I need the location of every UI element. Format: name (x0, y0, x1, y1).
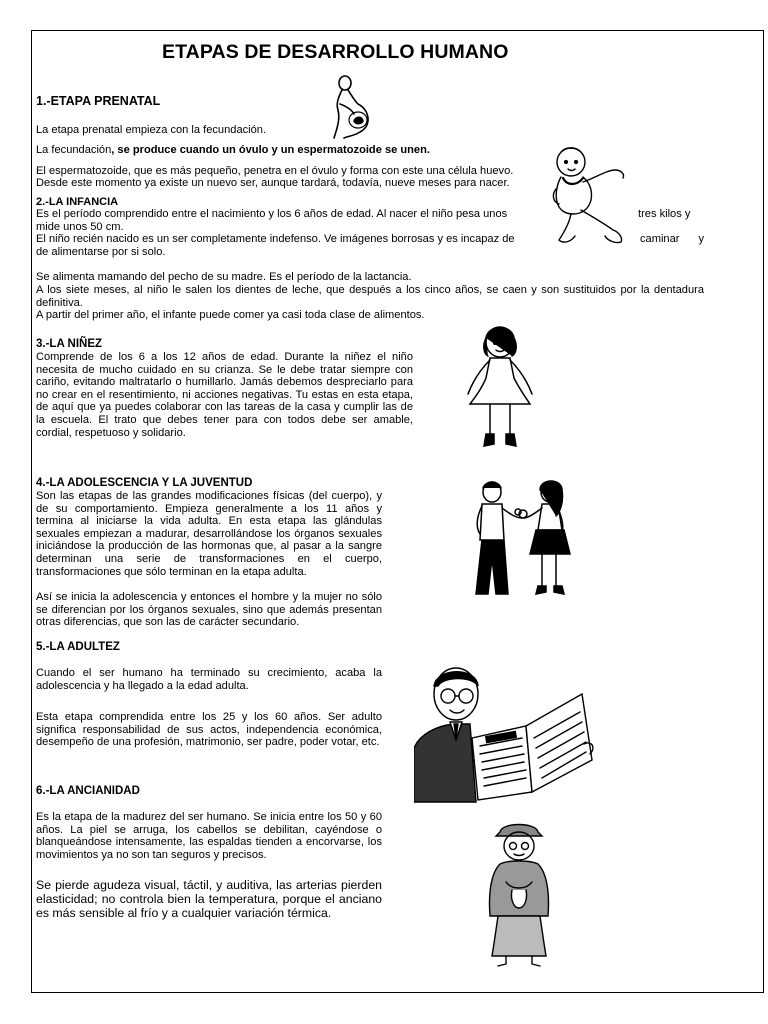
fecundacion-rest: , se produce cuando un óvulo y un espermatozoide se unen. (111, 144, 430, 156)
adolescencia-p2: Así se inicia la adolescencia y entonces el hombre y la mujer no sólo se diferencian por los órganos sexuales, sino que además presentan otras diferencias, que son las de carácter secundario. (36, 591, 382, 629)
ninez-p3: Tu estas en esta etapa, de aquí que ya puedes colaborar con las tareas de la casa y cumplir las de la escuela. El trato que debes tener para con todos debe ser amable, cordial, respetuoso y solidario. (36, 388, 414, 439)
ancianidad-p2: Se pierde agudeza visual, táctil, y auditiva, las arterias pierden elasticidad; no controla bien la temperatura, porque el anciano es más sensible al frío y a cualquier variación térmica. (36, 878, 382, 920)
infancia-line3-end: caminar y (640, 233, 704, 245)
ancianidad-p1: Es la etapa de la madurez del ser humano. Se inicia entre los 50 y 60 años. La piel se arruga, los cabellos se debilitan, cayéndose o blanqueándose intensamente, las espaldas tienden a encorvarse, los movimientos ya no son tan seguros y precisos. (36, 811, 382, 861)
infancia-line1-end (638, 208, 704, 221)
heading-ninez: 3.-LA NIÑEZ (36, 338, 103, 350)
fecundacion-text: La fecundación (36, 144, 112, 156)
prenatal-p2 (36, 144, 430, 157)
ninez-body (36, 351, 413, 439)
infancia-p7: A partir del primer año, el infante puede comer ya casi toda clase de alimentos. (36, 309, 425, 321)
infancia-p6: A los siete meses, al niño le salen los dientes de leche, que después a los cinco años, se caen y son sustituidos por la dentadura definitiva. (36, 284, 704, 309)
heading-ancianidad: 6.-LA ANCIANIDAD (36, 785, 140, 797)
adolescencia-p1: Son las etapas de las grandes modificaciones físicas (del cuerpo), y de su comportamiento. Empieza generalmente a los 11 años y termina al iniciarse la vida adulta. En esta etapa las glándulas sexuales empiezan a madurar, desarrollándose los órganos sexuales iniciándose la producción de las hormonas que, al pasar a la sangre determinan una serie de transformaciones en el cuerpo, transformaciones que sólo terminan en la etapa adulta. (36, 490, 382, 578)
man-reading-newspaper-illustration (414, 664, 598, 804)
pregnant-woman-illustration (318, 74, 378, 142)
infancia-line1-end-text: tres kilos y (638, 208, 691, 220)
prenatal-p3: El espermatozoide, que es más pequeño, penetra en el óvulo y forma con este una célula huevo. (36, 165, 514, 177)
infancia-line4: de alimentarse por si solo. (36, 246, 166, 258)
heading-prenatal: 1.-ETAPA PRENATAL (36, 94, 161, 108)
girl-illustration (460, 322, 540, 462)
prenatal-p1: La etapa prenatal empieza con la fecundación. (36, 124, 267, 136)
heading-infancia: 2.-LA INFANCIA (36, 196, 119, 208)
infancia-p5: Se alimenta mamando del pecho de su madre. Es el período de la lactancia. (36, 271, 412, 283)
infancia-line1: Es el período comprendido entre el nacimiento y los 6 años de edad. Al nacer el niño pesa unos (36, 208, 508, 220)
page-title: ETAPAS DE DESARROLLO HUMANO (162, 41, 509, 63)
adultez-p2: Esta etapa comprendida entre los 25 y los 60 años. Ser adulto significa responsabilidad de sus actos, independencia económica, desempeño de una profesión, matrimonio, ser padre, poder votar, etc. (36, 711, 382, 749)
heading-adultez: 5.-LA ADULTEZ (36, 641, 120, 653)
adultez-p1: Cuando el ser humano ha terminado su crecimiento, acaba la adolescencia y ha llegado a la edad adulta. (36, 667, 382, 692)
infancia-line3: El niño recién nacido es un ser completamente indefenso. Ve imágenes borrosas y es incapaz de (36, 233, 515, 245)
baby-illustration (551, 144, 633, 248)
teen-couple-illustration (470, 478, 582, 608)
prenatal-p4: Desde este momento ya existe un nuevo ser, aunque tardará, todavía, nueve meses para nacer. (36, 177, 510, 189)
ninez-p2: Se le debe tratar siempre con cariño, evitando maltratarlo o humillarlo. Jamás debemos despreciarlo para no crear en el resentimiento, ni acciones negativas. (36, 363, 414, 401)
elderly-woman-illustration (478, 820, 560, 970)
ninez-p1: Comprende de los 6 a los 12 años de edad. Durante la niñez el niño necesita de mucho cuidado en su crianza. (36, 351, 413, 376)
infancia-line2: mide unos 50 cm. (36, 221, 124, 233)
heading-adolescencia: 4.-LA ADOLESCENCIA Y LA JUVENTUD (36, 477, 253, 489)
